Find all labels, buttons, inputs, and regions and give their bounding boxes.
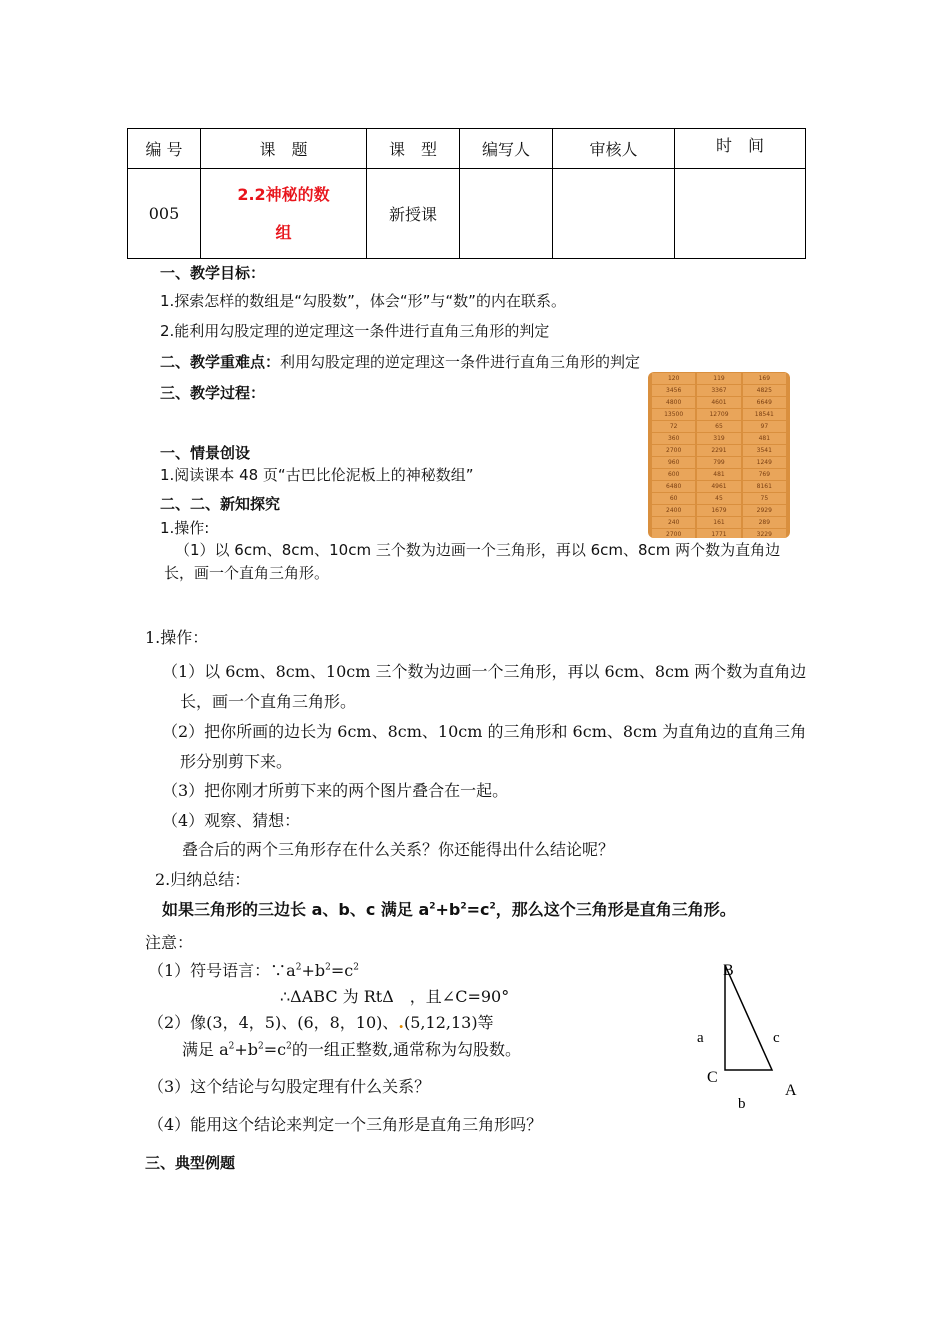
summary-statement (162, 897, 736, 920)
summary-pre: 如果三角形的三边长 a、b、c 满足 a (162, 900, 430, 919)
tablet-cell: 3367 (697, 385, 740, 396)
cell-number: 005 (128, 169, 201, 259)
triangle-shape (725, 965, 772, 1070)
operation-step2-line1: （2）把你所画的边长为 6cm、8cm、10cm 的三角形和 6cm、8cm 为直角边的直角三角 (162, 722, 807, 741)
tablet-cell: 4601 (697, 397, 740, 408)
babylonian-tablet-image (648, 372, 790, 538)
tablet-cell: 1771 (697, 529, 740, 538)
note-2-line1 (148, 1010, 494, 1033)
tablet-cell: 3229 (743, 529, 786, 538)
cell-time (675, 169, 806, 259)
tablet-cell: 97 (743, 421, 786, 432)
scenario-heading: 一、情景创设 (160, 444, 251, 462)
tablet-cell: 3541 (743, 445, 786, 456)
summary-exp-c: 2 (489, 901, 496, 912)
operation-step1-line1: （1）以 6cm、8cm、10cm 三个数为边画一个三角形，再以 6cm、8cm 两个数为直角边 (162, 662, 807, 681)
note-2-text: （2）像(3，4，5)、(6，8，10)、 (148, 1013, 399, 1032)
operation-label: 1.操作： (145, 628, 209, 647)
tablet-row (651, 469, 787, 480)
tablet-row (651, 421, 787, 432)
summary-label: 2.归纳总结： (155, 870, 251, 889)
tablet-cell: 289 (743, 517, 786, 528)
tablet-cell: 72 (652, 421, 695, 432)
tablet-cell: 13500 (652, 409, 695, 420)
process-heading: 三、教学过程： (160, 384, 266, 402)
tablet-row (651, 445, 787, 456)
tablet-cell: 119 (697, 373, 740, 384)
note-2-exp-b: 2 (258, 1041, 264, 1052)
summary-post: ，那么这个三角形是直角三角形。 (495, 900, 736, 919)
tablet-row (651, 385, 787, 396)
cell-author (460, 169, 553, 259)
tablet-cell: 1249 (743, 457, 786, 468)
note-3: （3）这个结论与勾股定理有什么关系？ (148, 1077, 431, 1096)
tablet-cell: 12709 (697, 409, 740, 420)
tablet-row (651, 409, 787, 420)
col-time: 时 间 (675, 129, 806, 169)
goals-heading: 一、教学目标： (160, 264, 266, 282)
operation-step1-line2: 长，画一个直角三角形。 (180, 692, 357, 711)
tablet-cell: 240 (652, 517, 695, 528)
operation-step4-question: 叠合后的两个三角形存在什么关系？你还能得出什么结论呢？ (182, 840, 615, 859)
tablet-row (651, 505, 787, 516)
key-points (160, 351, 640, 372)
note-2-exp-c: 2 (286, 1041, 292, 1052)
tablet-cell: 60 (652, 493, 695, 504)
tablet-row (651, 493, 787, 504)
tablet-row (651, 481, 787, 492)
vertex-B: B (723, 962, 734, 979)
tablet-row (651, 373, 787, 384)
tablet-cell: 319 (697, 433, 740, 444)
operation-step4: （4）观察、猜想： (162, 811, 301, 830)
key-points-label: 二、教学重难点： (160, 353, 281, 371)
explore-op-label: 1.操作: (160, 519, 210, 537)
note-2-line2-post: 的一组正整数,通常称为勾股数。 (291, 1040, 521, 1059)
tablet-cell: 2700 (652, 445, 695, 456)
note-2-exp-a: 2 (228, 1041, 235, 1052)
note-1-line2: ∴ΔABC 为 RtΔ ，且∠C=90° (280, 987, 510, 1006)
title-line1: 2.2神秘的数 (237, 184, 330, 204)
note-1-exp-c: 2 (353, 962, 359, 973)
tablet-cell: 360 (652, 433, 695, 444)
note-1-exp-b: 2 (325, 962, 331, 973)
note-1-line1 (148, 958, 359, 981)
tablet-cell: 769 (743, 469, 786, 480)
tablet-row (651, 397, 787, 408)
col-author: 编写人 (460, 129, 553, 169)
note-2-dot: . (398, 1013, 404, 1032)
tablet-cell: 2400 (652, 505, 695, 516)
tablet-cell: 4825 (743, 385, 786, 396)
tablet-row (651, 457, 787, 468)
col-number: 编 号 (128, 129, 201, 169)
cell-title (201, 169, 367, 259)
tablet-cell: 1679 (697, 505, 740, 516)
cell-reviewer (553, 169, 675, 259)
tablet-cell: 600 (652, 469, 695, 480)
note-2-line2-mid2: =c (263, 1040, 287, 1059)
right-triangle-diagram (690, 955, 810, 1115)
tablet-cell: 4961 (697, 481, 740, 492)
col-title: 课 题 (201, 129, 367, 169)
vertex-A: A (785, 1082, 797, 1099)
tablet-cell: 169 (743, 373, 786, 384)
tablet-cell: 960 (652, 457, 695, 468)
title-line2: 组 (275, 222, 292, 242)
note-1-pre: （1）符号语言：∵a (148, 961, 296, 980)
tablet-row (651, 433, 787, 444)
side-c: c (773, 1030, 780, 1046)
tablet-cell: 3456 (652, 385, 695, 396)
operation-step3: （3）把你刚才所剪下来的两个图片叠合在一起。 (162, 781, 509, 800)
tablet-cell: 481 (743, 433, 786, 444)
tablet-cell: 8161 (743, 481, 786, 492)
side-b: b (738, 1096, 746, 1112)
goal-2: 2.能利用勾股定理的逆定理这一条件进行直角三角形的判定 (160, 322, 550, 340)
side-a: a (697, 1030, 704, 1046)
scenario-text: 1.阅读课本 48 页“古巴比伦泥板上的神秘数组” (160, 466, 474, 484)
operation-step2-line2: 形分别剪下来。 (180, 752, 293, 771)
tablet-cell: 4800 (652, 397, 695, 408)
tablet-cell: 18541 (743, 409, 786, 420)
tablet-cell: 6649 (743, 397, 786, 408)
note-2-tail: (5,12,13)等 (404, 1013, 494, 1032)
tablet-row (651, 529, 787, 538)
tablet-cell: 65 (697, 421, 740, 432)
tablet-cell: 799 (697, 457, 740, 468)
summary-exp-a: 2 (429, 901, 436, 912)
tablet-row (651, 517, 787, 528)
explore-op1-line1: （1）以 6cm、8cm、10cm 三个数为边画一个三角形，再以 6cm、8cm 两个数为直角边 (175, 541, 781, 559)
note-2-line2-pre: 满足 a (182, 1040, 229, 1059)
explore-op1-line2: 长，画一个直角三角形。 (164, 564, 330, 582)
tablet-cell: 45 (697, 493, 740, 504)
tablet-cell: 6480 (652, 481, 695, 492)
col-type: 课 型 (367, 129, 460, 169)
note-1-exp-a: 2 (295, 962, 302, 973)
col-reviewer: 审核人 (553, 129, 675, 169)
goal-1: 1.探索怎样的数组是“勾股数”，体会“形”与“数”的内在联系。 (160, 292, 566, 310)
tablet-cell: 2700 (652, 529, 695, 538)
note-4: （4）能用这个结论来判定一个三角形是直角三角形吗？ (148, 1115, 543, 1134)
tablet-cell: 75 (743, 493, 786, 504)
key-points-text: 利用勾股定理的逆定理这一条件进行直角三角形的判定 (280, 353, 641, 371)
examples-heading: 三、典型例题 (145, 1154, 236, 1172)
summary-mid2: =c (466, 900, 490, 919)
notes-label: 注意： (145, 933, 194, 952)
note-2-line2 (182, 1037, 521, 1060)
tablet-cell: 120 (652, 373, 695, 384)
tablet-cell: 2929 (743, 505, 786, 516)
vertex-C: C (707, 1069, 718, 1086)
header-table (127, 128, 806, 259)
tablet-cell: 161 (697, 517, 740, 528)
cell-type: 新授课 (367, 169, 460, 259)
explore-heading: 二、二、新知探究 (160, 495, 281, 513)
tablet-cell: 481 (697, 469, 740, 480)
tablet-cell: 2291 (697, 445, 740, 456)
summary-exp-b: 2 (460, 901, 467, 912)
note-2-line2-mid1: +b (234, 1040, 259, 1059)
note-1-mid1: +b (301, 961, 326, 980)
note-1-mid2: =c (330, 961, 354, 980)
summary-mid1: +b (435, 900, 461, 919)
